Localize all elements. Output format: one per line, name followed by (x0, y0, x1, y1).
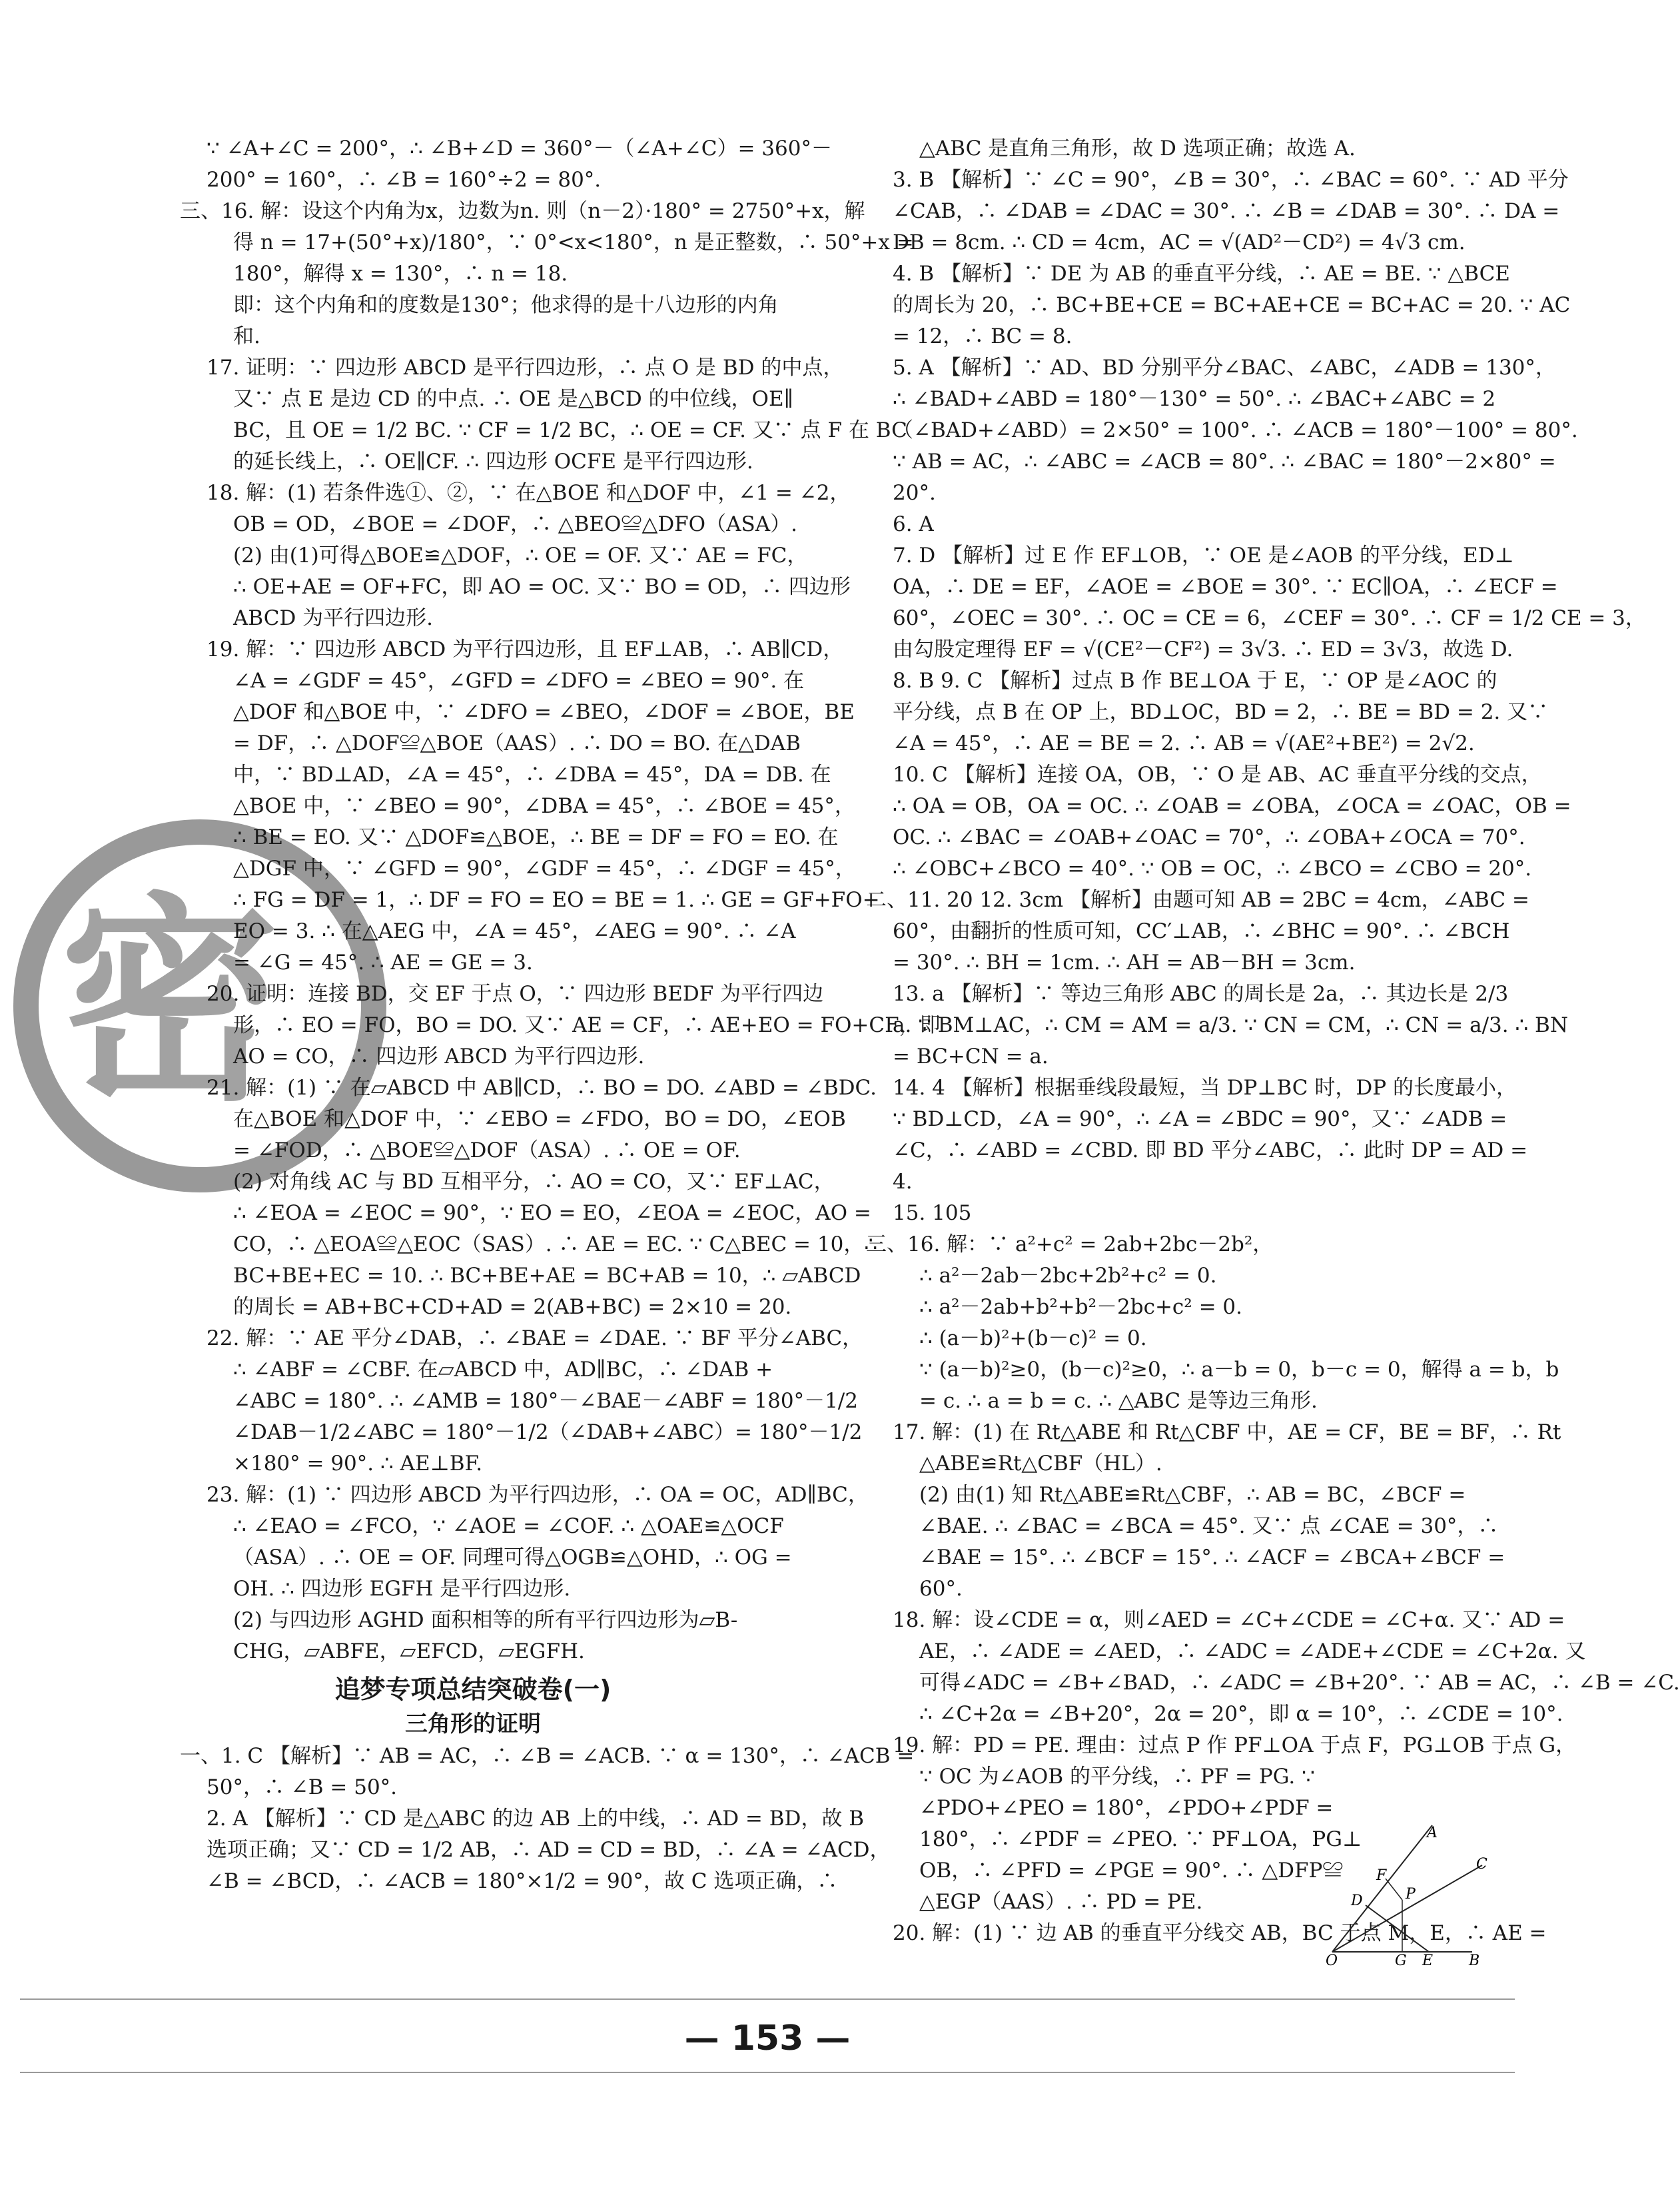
text-line: △ABE≌Rt△CBF（HL）. (919, 1452, 1162, 1476)
text-line: ∴ ∠EAO = ∠FCO，∵ ∠AOE = ∠COF. ∴ △OAE≌△OCF (233, 1514, 784, 1538)
footer-rule-top (20, 1998, 1515, 2000)
text-line: a. ∵ BM⊥AC，∴ CM = AM = a/3. ∵ CN = CM，∴ CN = a/3. ∴ BN (893, 1013, 1568, 1037)
label-F: F (1376, 1867, 1387, 1884)
text-line: ∴ a²－2ab－2bc+2b²+c² = 0. (919, 1264, 1217, 1288)
text-line: ∴ BE = EO. 又∵ △DOF≌△BOE，∴ BE = DF = FO = EO. 在 (233, 825, 839, 849)
text-line: OB，∴ ∠PFD = ∠PGE = 90°. ∴ △DFP≌ (919, 1859, 1344, 1883)
text-line: ∴ ∠OBC+∠BCO = 40°. ∵ OB = OC，∴ ∠BCO = ∠CBO = 20°. (893, 857, 1532, 881)
text-line: ∠B = ∠BCD，∴ ∠ACB = 180°×1/2 = 90°，故 C 选项正确，∴ (207, 1869, 838, 1893)
text-line: ∠CAB，∴ ∠DAB = ∠DAC = 30°. ∴ ∠B = ∠DAB = 30°. ∴ DA = (893, 199, 1560, 223)
text-line: ∠PDO+∠PEO = 180°，∠PDO+∠PDF = (919, 1796, 1334, 1820)
text-line: AE，∴ ∠ADE = ∠AED，∴ ∠ADC = ∠ADE+∠CDE = ∠C+2α. 又 (919, 1639, 1586, 1663)
text-line: 17. 证明：∵ 四边形 ABCD 是平行四边形，∴ 点 O 是 BD 的中点， (207, 356, 844, 380)
text-line: 21. 解：(1) ∵ 在▱ABCD 中 AB∥CD，∴ BO = DO. ∠ABD = ∠BDC. (207, 1076, 877, 1100)
text-line: OB = OD，∠BOE = ∠DOF，∴ △BEO≌△DFO（ASA）. (233, 512, 797, 536)
text-line: 二、11. 20 12. 3cm 【解析】由题可知 AB = 2BC = 4cm，∠ABC = (866, 888, 1529, 912)
text-line: 7. D 【解析】过 E 作 EF⊥OB，∵ OE 是∠AOB 的平分线，ED⊥ (893, 544, 1514, 568)
text-line: (2) 与四边形 AGHD 面积相等的所有平行四边形为▱B- (233, 1608, 738, 1632)
text-line: △ABC 是直角三角形，故 D 选项正确；故选 A. (919, 137, 1356, 161)
text-line: BC，且 OE = 1/2 BC. ∵ CF = 1/2 BC，∴ OE = CF. 又∵ 点 F 在 BC (233, 418, 907, 442)
text-line: CHG，▱ABFE，▱EFCD，▱EGFH. (233, 1639, 585, 1663)
text-line: 10. C 【解析】连接 OA，OB，∵ O 是 AB、AC 垂直平分线的交点， (893, 763, 1542, 787)
text-line: BC+BE+EC = 10. ∴ BC+BE+AE = BC+AB = 10，∴ ▱ABCD (233, 1264, 861, 1288)
text-line: ∠C，∴ ∠ABD = ∠CBD. 即 BD 平分∠ABC，∴ 此时 DP = AD = (893, 1138, 1528, 1162)
text-line: ∠ABC = 180°. ∴ ∠AMB = 180°－∠BAE－∠ABF = 180°－1/2 (233, 1389, 858, 1413)
text-line: 选项正确；又∵ CD = 1/2 AB，∴ AD = CD = BD，∴ ∠A = ∠ACD， (207, 1838, 891, 1862)
text-line: ∴ OA = OB，OA = OC. ∴ ∠OAB = ∠OBA，∠OCA = ∠OAC，OB = (893, 794, 1571, 818)
text-line: 60°，由翻折的性质可知，CC′⊥AB，∴ ∠BHC = 90°. ∴ ∠BCH (893, 919, 1510, 943)
text-line: 在△BOE 和△DOF 中，∵ ∠EBO = ∠FDO，BO = DO，∠EOB (233, 1107, 846, 1131)
text-line: (2) 由(1)可得△BOE≌△DOF，∴ OE = OF. 又∵ AE = FC， (233, 544, 808, 568)
text-line: ∴ OE+AE = OF+FC，即 AO = OC. 又∵ BO = OD，∴ 四边形 (233, 575, 851, 599)
text-line: ∠DAB－1/2∠ABC = 180°－1/2（∠DAB+∠ABC）= 180°－1/2 (233, 1420, 863, 1444)
text-line: DB = 8cm. ∴ CD = 4cm，AC = √(AD²－CD²) = 4√3 cm. (893, 230, 1466, 254)
text-line: ×180° = 90°. ∴ AE⊥BF. (233, 1452, 483, 1476)
text-line: 4. B 【解析】∵ DE 为 AB 的垂直平分线，∴ AE = BE. ∵ △BCE (893, 262, 1510, 286)
text-line: △DGF 中，∵ ∠GFD = 90°，∠GDF = 45°，∴ ∠DGF = 45°， (233, 857, 856, 881)
text-line: 20°. (893, 481, 936, 505)
text-line: （ASA）. ∴ OE = OF. 同理可得△OGB≌△OHD，∴ OG = (233, 1545, 792, 1569)
text-line: △EGP（AAS）. ∴ PD = PE. (919, 1890, 1203, 1914)
text-line: ∵ AB = AC，∴ ∠ABC = ∠ACB = 80°. ∴ ∠BAC = 180°－2×80° = (893, 450, 1556, 474)
text-line: = BC+CN = a. (893, 1045, 1049, 1069)
text-line: 19. 解：PD = PE. 理由：过点 P 作 PF⊥OA 于点 F，PG⊥OB 于点 G， (893, 1733, 1577, 1757)
text-line: ∠A = ∠GDF = 45°，∠GFD = ∠DFO = ∠BEO = 90°. 在 (233, 669, 805, 693)
text-line: 15. 105 (893, 1201, 972, 1225)
text-line: 200° = 160°，∴ ∠B = 160°÷2 = 80°. (207, 168, 602, 192)
text-line: 的延长线上，∴ OE∥CF. ∴ 四边形 OCFE 是平行四边形. (233, 450, 753, 474)
text-line: 20. 证明：连接 BD，交 EF 于点 O，∵ 四边形 BEDF 为平行四边 (207, 982, 824, 1006)
text-line: ∴ ∠EOA = ∠EOC = 90°，∵ EO = EO，∠EOA = ∠EOC，AO = (233, 1201, 871, 1225)
label-A: A (1427, 1825, 1438, 1841)
text-line: (2) 对角线 AC 与 BD 互相平分，∴ AO = CO，又∵ EF⊥AC， (233, 1170, 835, 1194)
text-line: 20. 解：(1) ∵ 边 AB 的垂直平分线交 AB，BC 于点 M，E，∴ AE = (893, 1921, 1547, 1945)
text-line: 23. 解：(1) ∵ 四边形 ABCD 为平行四边形，∴ OA = OC，AD∥BC， (207, 1483, 869, 1507)
text-line: = DF，∴ △DOF≌△BOE（AAS）. ∴ DO = BO. 在△DAB (233, 731, 801, 755)
text-line: 三、16. 解：∵ a²+c² = 2ab+2bc－2b²， (866, 1232, 1274, 1256)
text-line: △BOE 中，∵ ∠BEO = 90°，∠DBA = 45°，∴ ∠BOE = 45°， (233, 794, 855, 818)
text-line: 三、16. 解：设这个内角为x，边数为n. 则（n－2）·180° = 2750°+x，解 (180, 199, 865, 223)
text-line: 22. 解：∵ AE 平分∠DAB，∴ ∠BAE = ∠DAE. ∵ BF 平分∠ABC， (207, 1326, 863, 1350)
text-line: ∴ ∠ABF = ∠CBF. 在▱ABCD 中，AD∥BC，∴ ∠DAB + (233, 1358, 773, 1382)
text-line: ∵ OC 为∠AOB 的平分线，∴ PF = PG. ∵ (919, 1765, 1315, 1789)
text-line: （∠BAD+∠ABD）= 2×50° = 100°. ∴ ∠ACB = 180°－100° = 80°. (893, 418, 1578, 442)
section-title: 追梦专项总结突破卷(一) (334, 1675, 612, 1704)
text-line: 13. a 【解析】∵ 等边三角形 ABC 的周长是 2a，∴ 其边长是 2/3 (893, 982, 1509, 1006)
text-line: 的周长 = AB+BC+CD+AD = 2(AB+BC) = 2×10 = 20. (233, 1295, 792, 1319)
text-line: ∴ a²－2ab+b²+b²－2bc+c² = 0. (919, 1295, 1242, 1319)
text-line: = ∠G = 45°. ∴ AE = GE = 3. (233, 951, 533, 975)
text-line: OA，∴ DE = EF，∠AOE = ∠BOE = 30°. ∵ EC∥OA，∴ ∠ECF = (893, 575, 1558, 599)
text-line: = ∠FOD，∴ △BOE≌△DOF（ASA）. ∴ OE = OF. (233, 1138, 741, 1162)
label-O: O (1326, 1953, 1338, 1969)
text-line: 又∵ 点 E 是边 CD 的中点. ∴ OE 是△BCD 的中位线，OE∥ (233, 387, 793, 411)
page-number: — 153 — (684, 2018, 851, 2058)
text-line: ∠BAE. ∴ ∠BAC = ∠BCA = 45°. 又∵ 点 ∠CAE = 30°，∴ (919, 1514, 1499, 1538)
text-line: ∵ (a－b)²≥0，(b－c)²≥0，∴ a－b = 0，b－c = 0，解得 a = b，b (919, 1358, 1559, 1382)
label-P: P (1406, 1886, 1416, 1903)
label-E: E (1422, 1953, 1434, 1969)
text-line: 可得∠ADC = ∠B+∠BAD，∴ ∠ADC = ∠B+20°. ∵ AB = AC，∴ ∠B = ∠C. (919, 1671, 1680, 1695)
text-line: ∠BAE = 15°. ∴ ∠BCF = 15°. ∴ ∠ACF = ∠BCA+∠BCF = (919, 1545, 1505, 1569)
text-line: 和. (233, 324, 260, 348)
text-line: △DOF 和△BOE 中，∵ ∠DFO = ∠BEO，∠DOF = ∠BOE，BE (233, 700, 855, 724)
text-line: OC. ∴ ∠BAC = ∠OAB+∠OAC = 70°，∴ ∠OBA+∠OCA = 70°. (893, 825, 1525, 849)
text-line: 17. 解：(1) 在 Rt△ABE 和 Rt△CBF 中，AE = CF，BE = BF，∴ Rt (893, 1420, 1561, 1444)
label-D: D (1351, 1893, 1363, 1909)
text-line: 180°，解得 x = 130°，∴ n = 18. (233, 262, 568, 286)
text-line: 180°，∴ ∠PDF = ∠PEO. ∵ PF⊥OA，PG⊥ (919, 1827, 1362, 1851)
text-line: 得 n = 17+(50°+x)/180°，∵ 0°<x<180°，n 是正整数，∴ 50°+x = (233, 230, 914, 254)
label-B: B (1469, 1953, 1480, 1969)
text-line: ∴ ∠BAD+∠ABD = 180°－130° = 50°. ∴ ∠BAC+∠ABC = 2 (893, 387, 1496, 411)
text-line: 6. A (893, 512, 934, 536)
text-line: 4. (893, 1170, 913, 1194)
text-line: = 12，∴ BC = 8. (893, 324, 1072, 348)
text-line: 中，∵ BD⊥AD，∠A = 45°，∴ ∠DBA = 45°，DA = DB. 在 (233, 763, 831, 787)
text-line: 平分线，点 B 在 OP 上，BD⊥OC，BD = 2，∴ BE = BD = 2. 又∵ (893, 700, 1549, 724)
text-line: 即：这个内角和的度数是130°；他求得的是十八边形的内角 (233, 293, 779, 317)
text-line: 18. 解：(1) 若条件选①、②，∵ 在△BOE 和△DOF 中，∠1 = ∠2， (207, 481, 851, 505)
text-line: OH. ∴ 四边形 EGFH 是平行四边形. (233, 1577, 571, 1601)
text-line: 形，∴ EO = FO，BO = DO. 又∵ AE = CF，∴ AE+EO = FO+CF，即 (233, 1013, 941, 1037)
text-line: CO，∴ △EOA≌△EOC（SAS）. ∴ AE = EC. ∵ C△BEC = 10，∴ (233, 1232, 878, 1256)
text-line: 50°，∴ ∠B = 50°. (207, 1775, 398, 1799)
right-column (866, 133, 1680, 1949)
text-line: EO = 3. ∴ 在△AEG 中，∠A = 45°，∠AEG = 90°. ∴ ∠A (233, 919, 796, 943)
section-subtitle: 三角形的证明 (405, 1711, 541, 1737)
text-line: 8. B 9. C 【解析】过点 B 作 BE⊥OA 于 E，∵ OP 是∠AOC 的 (893, 669, 1497, 693)
text-line: 5. A 【解析】∵ AD、BD 分别平分∠BAC、∠ABC，∠ADB = 130°， (893, 356, 1556, 380)
text-line: 的周长为 20，∴ BC+BE+CE = BC+AE+CE = BC+AC = 20. ∵ AC (893, 293, 1571, 317)
text-line: 3. B 【解析】∵ ∠C = 90°，∠B = 30°，∴ ∠BAC = 60°. ∵ AD 平分 (893, 168, 1569, 192)
text-line: ∴ ∠C+2α = ∠B+20°，2α = 20°，即 α = 10°，∴ ∠CDE = 10°. (919, 1702, 1563, 1726)
text-line: = 30°. ∴ BH = 1cm. ∴ AH = AB－BH = 3cm. (893, 951, 1356, 975)
text-line: 由勾股定理得 EF = √(CE²－CF²) = 3√3. ∴ ED = 3√3，故选 D. (893, 638, 1513, 661)
text-line: 60°. (919, 1577, 963, 1601)
text-line: 18. 解：设∠CDE = α，则∠AED = ∠C+∠CDE = ∠C+α. 又∵ AD = (893, 1608, 1565, 1632)
text-line: 60°，∠OEC = 30°. ∴ OC = CE = 6，∠CEF = 30°. ∴ CF = 1/2 CE = 3， (893, 606, 1646, 630)
text-line: 14. 4 【解析】根据垂线段最短，当 DP⊥BC 时，DP 的长度最小， (893, 1076, 1517, 1100)
text-line: ∴ FG = DF = 1，∴ DF = FO = EO = BE = 1. ∴ GE = GF+FO+ (233, 888, 880, 912)
seal-stamp-char: 密 (60, 875, 280, 1130)
text-line: ABCD 为平行四边形. (233, 606, 434, 630)
text-line: ∠A = 45°，∴ AE = BE = 2. ∴ AB = √(AE²+BE²) = 2√2. (893, 731, 1475, 755)
footer-rule-bottom (20, 2072, 1515, 2073)
text-line: 2. A 【解析】∵ CD 是△ABC 的边 AB 上的中线，∴ AD = BD，故 B (207, 1807, 865, 1831)
text-line: AO = CO，∴ 四边形 ABCD 为平行四边形. (233, 1045, 645, 1069)
text-line: ∵ BD⊥CD，∠A = 90°，∴ ∠A = ∠BDC = 90°，又∵ ∠ADB = (893, 1107, 1507, 1131)
text-line: ∴ (a－b)²+(b－c)² = 0. (919, 1326, 1147, 1350)
text-line: (2) 由(1) 知 Rt△ABE≌Rt△CBF，∴ AB = BC，∠BCF = (919, 1483, 1466, 1507)
angle-bisector-figure (1326, 1819, 1492, 1969)
text-line: ∵ ∠A+∠C = 200°，∴ ∠B+∠D = 360°－（∠A+∠C）= 360°－ (207, 137, 832, 161)
label-C: C (1476, 1856, 1487, 1873)
text-line: = c. ∴ a = b = c. ∴ △ABC 是等边三角形. (919, 1389, 1318, 1413)
text-line: 一、1. C 【解析】∵ AB = AC，∴ ∠B = ∠ACB. ∵ α = 130°，∴ ∠ACB = (180, 1744, 915, 1768)
label-G: G (1395, 1953, 1407, 1969)
text-line: 19. 解：∵ 四边形 ABCD 为平行四边形，且 EF⊥AB，∴ AB∥CD， (207, 638, 844, 661)
